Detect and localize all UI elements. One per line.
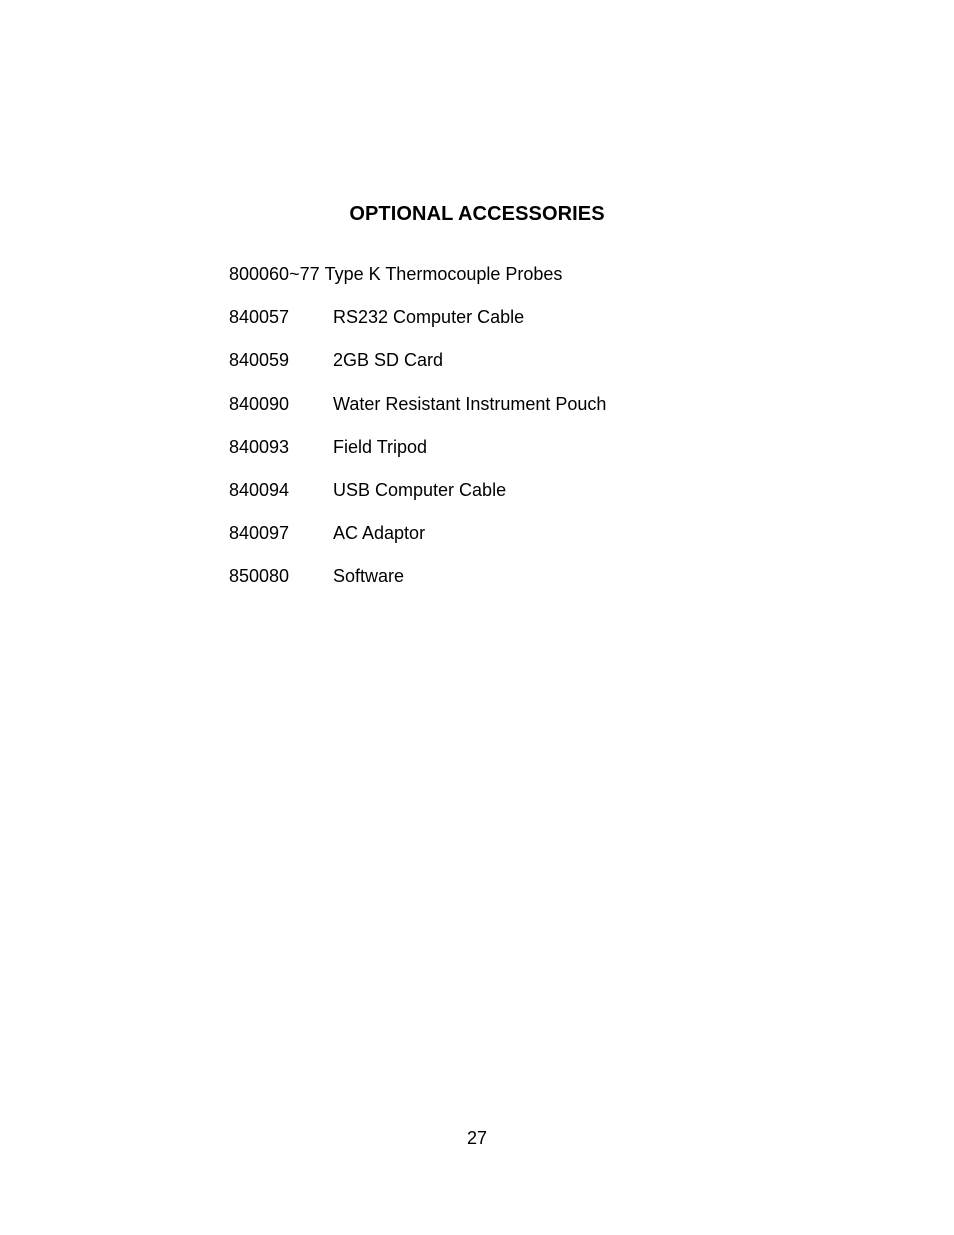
page-title: OPTIONAL ACCESSORIES — [349, 203, 605, 225]
part-number: 840094 — [229, 479, 290, 500]
part-number: 850080 — [229, 566, 290, 587]
accessory-description: RS232 Computer Cable — [333, 307, 525, 328]
accessory-row — [229, 392, 606, 435]
accessory-description: AC Adaptor — [333, 523, 426, 544]
accessory-description: Field Tripod — [333, 436, 428, 457]
accessory-description: Type K Thermocouple Probes — [324, 264, 563, 284]
accessory-row — [229, 521, 606, 564]
accessory-list — [229, 262, 606, 608]
part-number: 800060~77 — [229, 264, 320, 284]
part-number: 840093 — [229, 436, 290, 457]
accessory-description: USB Computer Cable — [333, 479, 507, 500]
page-number: 27 — [466, 1128, 488, 1148]
accessory-description: 2GB SD Card — [333, 350, 444, 371]
part-number: 840090 — [229, 393, 290, 414]
accessory-description: Software — [333, 566, 405, 587]
accessory-row — [229, 564, 606, 607]
part-number: 840097 — [229, 523, 290, 544]
accessory-row — [229, 262, 606, 305]
part-number: 840059 — [229, 350, 290, 371]
accessory-description: Water Resistant Instrument Pouch — [333, 393, 607, 414]
accessory-row — [229, 478, 606, 521]
accessory-row — [229, 435, 606, 478]
accessory-row — [229, 348, 606, 391]
accessory-row — [229, 305, 606, 348]
part-number: 840057 — [229, 307, 290, 328]
